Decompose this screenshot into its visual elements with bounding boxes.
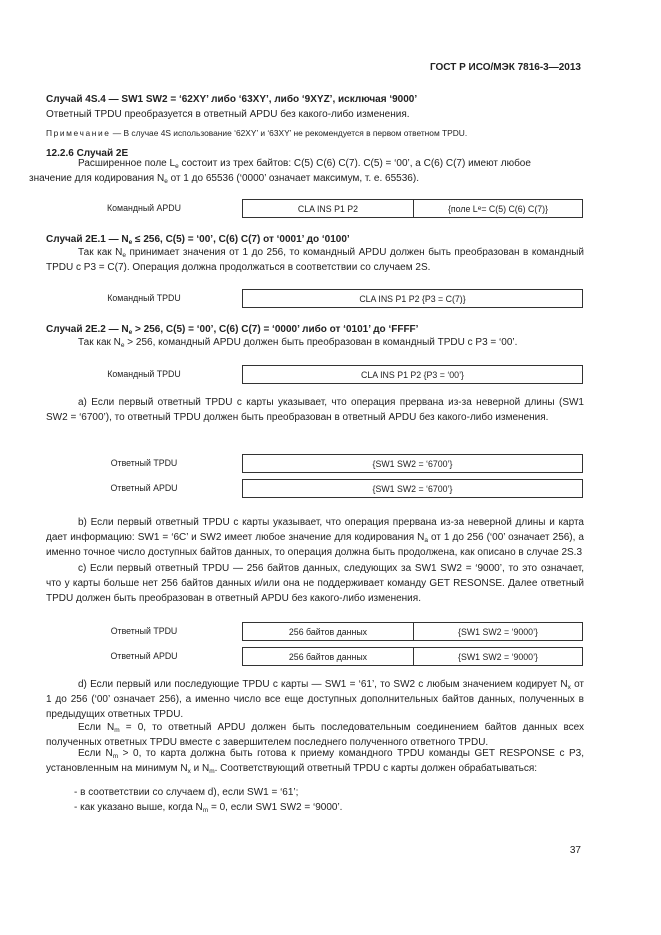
li-part: = 0, если SW1 SW2 = ‘9000’.: [208, 802, 343, 813]
table5-row1-box: [242, 622, 583, 641]
d-part: от 1 до 256 (‘00’ означает 256), а именно число все еще доступных дополнительных байтов данных, полученных в предыдущих ответных TPDU.: [46, 679, 584, 720]
p1-part: состоит из трех байтов: C(5) C(6) C(7). C(5) = ‘00’, а C(6) C(7) имеют любое: [178, 158, 531, 169]
case-2e2-text: [46, 335, 584, 350]
table4-row1-value: {SW1 SW2 = ‘6700’}: [372, 458, 453, 469]
page-number: 37: [569, 845, 581, 856]
response-list: [46, 785, 584, 815]
h-part: > 256, C(5) = ‘00’, C(6) C(7) = ‘0000’ либо от ‘0101’ до ‘FFFF’: [132, 324, 419, 335]
list-item: - в соответствии со случаем d), если SW1 = ‘61’;: [74, 787, 299, 798]
table5-row2-data: 256 байтов данных: [288, 651, 368, 662]
case-4s4-note: [46, 126, 584, 141]
h-part: Случай 2E.1 — N: [46, 234, 129, 245]
t-part: принимает значения от 1 до 256, то командный APDU должен быть преобразован в командный TPDU с P3 = C(7). Операция должна продолжаться в соответствии со случаем 2S.: [46, 247, 585, 273]
h-part: ≤ 256, C(5) = ‘00’, C(6) C(7) от ‘0001’ до ‘0100’: [132, 234, 350, 245]
case-2e1-text: [46, 245, 584, 275]
p1-part: от 1 до 65536 (‘0000’ означает максимум, т. е. 65536).: [167, 173, 419, 184]
table2-label: Командный TPDU: [107, 293, 181, 303]
f-part: . Соответствующий ответный TPDU с карты должен обрабатываться:: [214, 763, 538, 774]
table4-row2-value: {SW1 SW2 = ‘6700’}: [372, 483, 453, 494]
table3-cell: CLA INS P1 P2 {P3 = ‘00’}: [361, 369, 464, 380]
h-sub: e: [128, 239, 133, 246]
h-part: Случай 2E.2 — N: [46, 324, 129, 335]
document-id: ГОСТ Р ИСО/МЭК 7816-3—2013: [429, 62, 581, 73]
p1-sub: e: [175, 163, 179, 170]
t-part: Так как N: [78, 337, 121, 348]
f-sub: x: [187, 768, 191, 775]
table2-box: [242, 289, 583, 308]
f-part: Если N: [78, 748, 113, 759]
b-sub: a: [424, 537, 428, 544]
t-part: > 256, командный APDU должен быть преобразован в командный TPDU с P3 = ‘00’.: [124, 337, 518, 348]
note-text: — В случае 4S использование ‘62XY’ и ‘63XY’ не рекомендуется в первом ответном TPDU.: [110, 128, 468, 138]
li-sub: m: [202, 807, 209, 814]
section-heading: 12.2.6 Случай 2E: [46, 148, 129, 159]
table1-text: {поле L: [447, 203, 478, 214]
b-part: от 1 до 256 (‘00’ означает 256), а именно точное число доступных байтов данных, то операция должна быть продолжена, как описано в случае 2S.3: [46, 532, 584, 558]
f-part: и N: [190, 763, 210, 774]
section-paragraph: [29, 156, 584, 186]
t-part: Так как N: [78, 247, 123, 258]
table5-row2-label: Ответный APDU: [110, 651, 178, 661]
paragraph-a: а) Если первый ответный TPDU с карты указывает, что операция прервана из-за неверной длины (SW1 SW2 = ‘6700’), то ответный TPDU должен быть преобразован в ответный APDU без какого-либо изменения.: [46, 397, 584, 423]
table5-row1-label: Ответный TPDU: [110, 626, 178, 636]
p1-part: значение для кодирования N: [29, 173, 165, 184]
table2-cell: CLA INS P1 P2 {P3 = C(7)}: [359, 293, 466, 304]
paragraph-d: [46, 677, 584, 722]
table5-row2-box: [242, 647, 583, 666]
table5-row1-status: {SW1 SW2 = ‘9000’}: [413, 623, 582, 640]
d-sub: x: [567, 684, 571, 691]
d-part: d) Если первый или последующие TPDU с карты — SW1 = ‘61’, то SW2 с любым значением кодирует N: [78, 679, 568, 690]
case-4s4-heading: Случай 4S.4 — SW1 SW2 = ‘62XY’ либо ‘63XY’, либо ‘9XYZ’, исключая ‘9000’: [46, 94, 418, 105]
table3-box: [242, 365, 583, 384]
table4-row1-label: Ответный TPDU: [110, 458, 178, 468]
table1-text: = C(5) C(6) C(7)}: [481, 203, 549, 214]
t-sub: e: [120, 342, 125, 349]
note-label: Примечание: [46, 128, 111, 138]
table4-row1-box: [242, 454, 583, 473]
h-sub: e: [128, 329, 133, 336]
table4-row2-label: Ответный APDU: [110, 483, 178, 493]
f-part: > 0, то карта должна быть готова к приему командного TPDU команды GET RESPONSE с P3, установленным на минимум N: [46, 748, 584, 774]
case-4s4-text: Ответный TPDU преобразуется в ответный APDU без какого-либо изменения.: [46, 109, 410, 120]
table1-cell-le: {поле L e = C(5) C(6) C(7)}: [413, 200, 582, 217]
table5-row1-data: 256 байтов данных: [288, 626, 368, 637]
paragraph-c: с) Если первый ответный TPDU — 256 байтов данных, следующих за SW1 SW2 = ‘9000’, то это означает, что у карты больше нет 256 байтов данных и/или она не поддерживает команду GET RESONSE. Далее ответный TPDU должен быть преобразован в ответный APDU без какого-либо изменения.: [46, 563, 584, 604]
t-sub: e: [122, 252, 126, 259]
list-item: [74, 800, 584, 815]
table4-row2-box: [242, 479, 583, 498]
e-part: = 0, то ответный APDU должен быть последовательным соединением байтов данных всех полученных ответных TPDU вместе с завершителем последнего полученного ответного TPDU.: [46, 722, 584, 748]
paragraph-b: [46, 515, 584, 560]
e-part: Если N: [78, 722, 115, 733]
b-part: b) Если первый ответный TPDU с карты указывает, что операция прервана из-за неверной длины и карта дает информацию: SW1 = ‘6C’ и SW2 имеет любое значение для кодирования N: [46, 517, 584, 543]
paragraph-f: [46, 746, 584, 776]
table3-label: Командный TPDU: [107, 369, 181, 379]
table1-box: [242, 199, 583, 218]
f-sub: m: [209, 768, 215, 775]
li-part: - как указано выше, когда N: [74, 802, 203, 813]
table1-cell-header: CLA INS P1 P2: [297, 203, 359, 214]
table5-row2-status: {SW1 SW2 = ‘9000’}: [413, 648, 582, 665]
f-sub: m: [112, 753, 119, 760]
p1-sub: e: [164, 178, 168, 185]
p1-part: Расширенное поле L: [78, 158, 176, 169]
table1-label: Командный APDU: [107, 203, 181, 213]
e-sub: m: [114, 727, 120, 734]
